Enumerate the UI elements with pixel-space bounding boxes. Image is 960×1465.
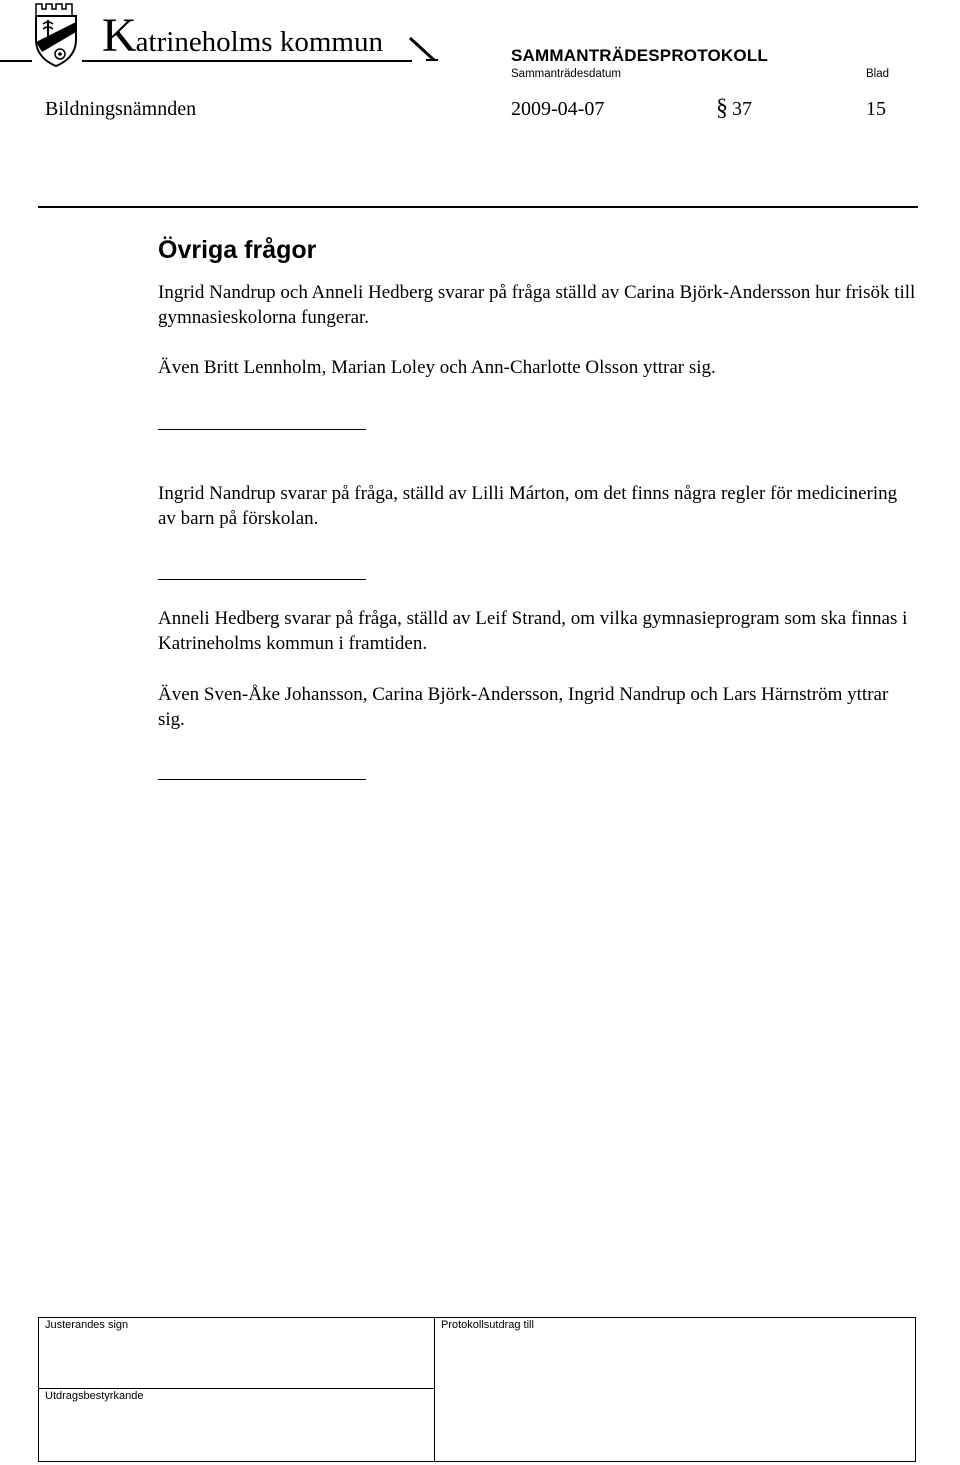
logo-stroke-icon	[408, 36, 438, 62]
page-label: Blad	[866, 68, 890, 80]
meeting-date: 2009-04-07	[511, 98, 605, 120]
paragraph-speakers-2: Även Sven-Åke Johansson, Carina Björk-Andersson, Ingrid Nandrup och Lars Härnström yttrar sig.	[158, 684, 889, 730]
paragraph-number: 37	[732, 98, 752, 120]
header-divider	[38, 206, 918, 208]
coat-of-arms-icon	[32, 2, 80, 68]
section-heading: Övriga frågor	[158, 236, 317, 264]
paragraph-speakers-1: Även Britt Lennholm, Marian Loley och Ann-Charlotte Olsson yttrar sig.	[158, 357, 716, 378]
adjuster-sign-label: Justerandes sign	[45, 1319, 129, 1331]
paragraph-gymnasieprogram: Anneli Hedberg svarar på fråga, ställd av Leif Strand, om vilka gymnasieprogram som ska finnas i Katrineholms kommun i framtiden.	[158, 608, 908, 654]
signature-box-row-divider	[38, 1388, 435, 1389]
document-type: SAMMANTRÄDESPROTOKOLL	[511, 46, 768, 65]
signature-box-divider	[434, 1317, 435, 1462]
item-separator	[158, 429, 366, 430]
logo-rule-left	[0, 60, 32, 62]
section-sign: §	[716, 95, 728, 121]
page-number: 15	[866, 98, 886, 120]
item-separator	[158, 779, 366, 780]
extract-certification-label: Utdragsbestyrkande	[45, 1390, 144, 1402]
signature-box	[38, 1317, 916, 1462]
organization-initial: K	[102, 9, 136, 62]
item-separator	[158, 579, 366, 580]
protocol-extract-label: Protokollsutdrag till	[441, 1319, 534, 1331]
paragraph-medicinering: Ingrid Nandrup svarar på fråga, ställd av Lilli Márton, om det finns några regler för medicinering av barn på förskolan.	[158, 483, 898, 529]
organization-name	[102, 9, 383, 66]
meeting-date-label: Sammanträdesdatum	[511, 68, 621, 80]
committee-name: Bildningsnämnden	[45, 98, 197, 120]
paragraph-frisok: Ingrid Nandrup och Anneli Hedberg svarar på fråga ställd av Carina Björk-Andersson hur frisök till gymnasieskolorna fungerar.	[158, 282, 916, 328]
organization-name-rest: atrineholms kommun	[135, 26, 383, 58]
